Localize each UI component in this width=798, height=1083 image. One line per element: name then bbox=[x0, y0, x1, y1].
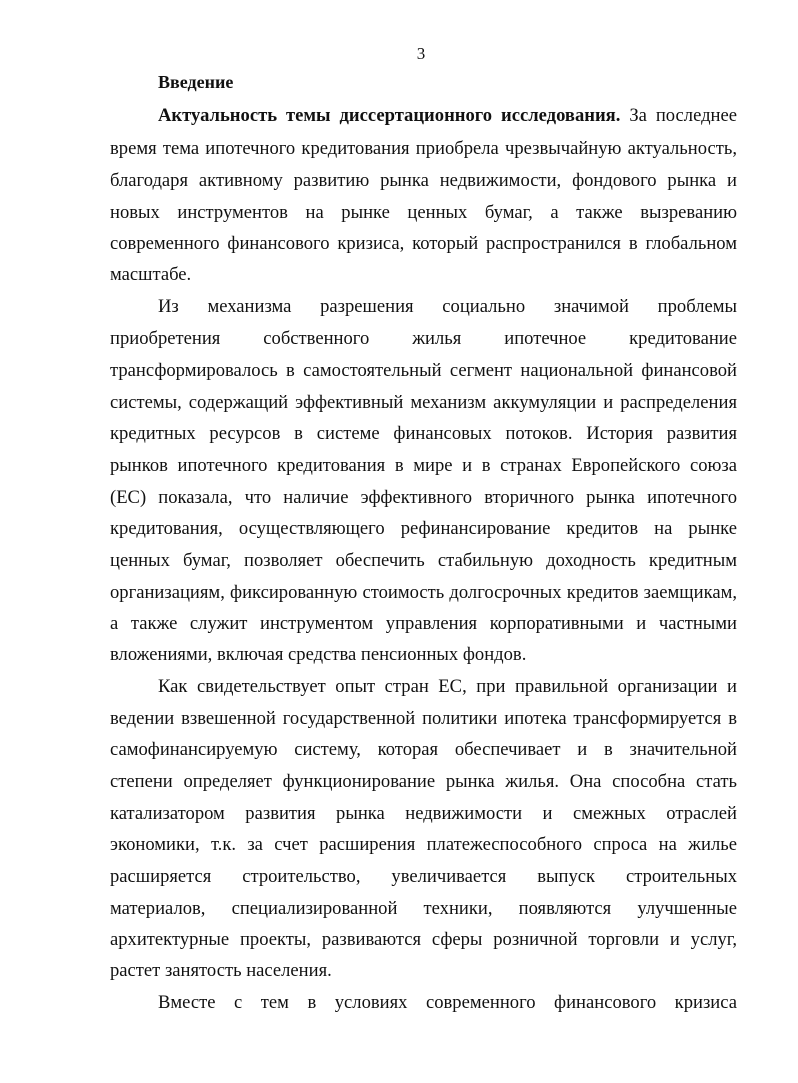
paragraph-line: степени определяет функционирование рынка жилья. Она способна стать bbox=[110, 771, 737, 792]
paragraph-line: трансформировалось в самостоятельный сегмент национальной финансовой bbox=[110, 360, 737, 381]
paragraph-line: вложениями, включая средства пенсионных фондов. bbox=[110, 644, 527, 665]
paragraph-line: самофинансируемую систему, которая обеспечивает и в значительной bbox=[110, 739, 737, 760]
paragraph-line: а также служит инструментом управления корпоративными и частными bbox=[110, 613, 737, 634]
paragraph-line: экономики, т.к. за счет расширения платежеспособного спроса на жилье bbox=[110, 834, 737, 855]
paragraph-line bbox=[158, 103, 737, 129]
page-number: 3 bbox=[416, 44, 426, 63]
paragraph-line: катализатором развития рынка недвижимости и смежных отраслей bbox=[110, 803, 737, 824]
paragraph-line: новых инструментов на рынке ценных бумаг, а также вызреванию bbox=[110, 202, 737, 223]
paragraph-line: Как свидетельствует опыт стран ЕС, при правильной организации и bbox=[158, 676, 737, 697]
paragraph-line: ценных бумаг, позволяет обеспечить стабильную доходность кредитным bbox=[110, 550, 737, 571]
paragraph-line: материалов, специализированной техники, появляются улучшенные bbox=[110, 898, 737, 919]
paragraph-line: растет занятость населения. bbox=[110, 960, 332, 981]
paragraph-line: время тема ипотечного кредитования приобрела чрезвычайную актуальность, bbox=[110, 138, 737, 159]
paragraph-line: современного финансового кризиса, который распространился в глобальном bbox=[110, 233, 737, 254]
paragraph-line: кредитных ресурсов в системе финансовых потоков. История развития bbox=[110, 423, 737, 444]
paragraph-line: архитектурные проекты, развиваются сферы розничной торговли и услуг, bbox=[110, 929, 737, 950]
paragraph-line: организациям, фиксированную стоимость долгосрочных кредитов заемщикам, bbox=[110, 582, 737, 603]
paragraph-line: масштабе. bbox=[110, 264, 192, 285]
paragraph-line: благодаря активному развитию рынка недвижимости, фондового рынка и bbox=[110, 170, 737, 191]
paragraph-line: расширяется строительство, увеличивается выпуск строительных bbox=[110, 866, 737, 887]
paragraph-line: (ЕС) показала, что наличие эффективного вторичного рынка ипотечного bbox=[110, 487, 737, 508]
paragraph-line: рынков ипотечного кредитования в мире и в странах Европейского союза bbox=[110, 455, 737, 476]
paragraph-line: кредитования, осуществляющего рефинансирование кредитов на рынке bbox=[110, 518, 737, 539]
paragraph-line: приобретения собственного жилья ипотечное кредитование bbox=[110, 328, 737, 349]
paragraph-line: системы, содержащий эффективный механизм аккумуляции и распределения bbox=[110, 392, 737, 413]
paragraph-line: ведении взвешенной государственной политики ипотека трансформируется в bbox=[110, 708, 737, 729]
lead-bold-text: Актуальность темы диссертационного исследования. bbox=[158, 105, 621, 126]
section-heading: Введение bbox=[158, 72, 234, 92]
lead-rest-text: За последнее bbox=[620, 105, 738, 126]
paragraph-line: Вместе с тем в условиях современного финансового кризиса bbox=[158, 992, 737, 1013]
paragraph-line: Из механизма разрешения социально значимой проблемы bbox=[158, 296, 737, 317]
